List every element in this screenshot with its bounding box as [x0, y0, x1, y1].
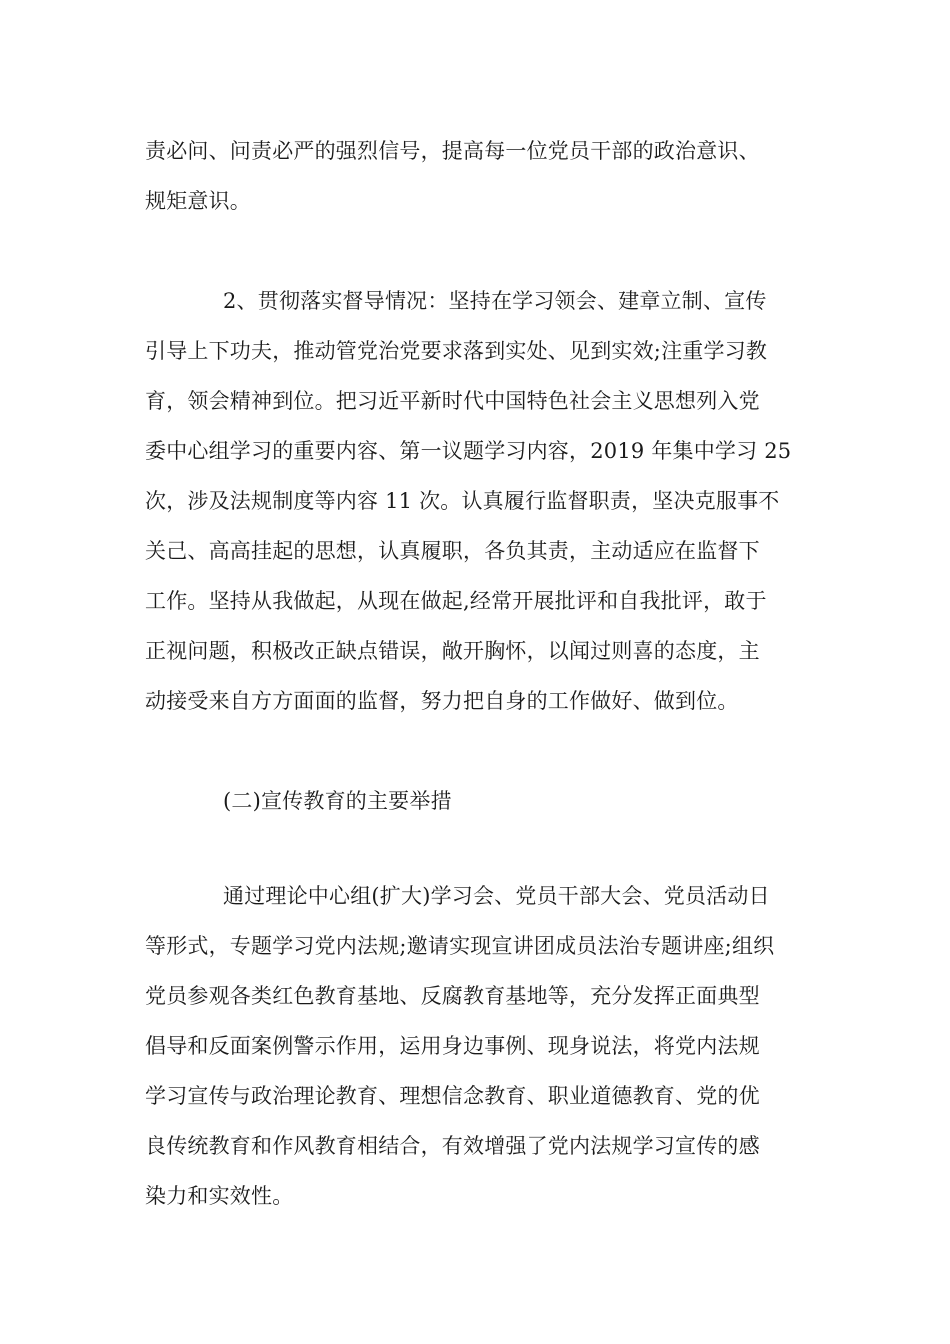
paragraph-supervision-implementation: [145, 276, 809, 726]
paragraph-line: 工作。坚持从我做起，从现在做起,经常开展批评和自我批评，敢于: [145, 589, 767, 613]
paragraph-line: 动接受来自方方面面的监督，努力把自身的工作做好、做到位。: [145, 689, 739, 713]
paragraph-line: 次，涉及法规制度等内容 11 次。认真履行监督职责，坚决克服事不: [145, 489, 780, 513]
paragraph-line: 2、贯彻落实督导情况：坚持在学习领会、建章立制、宣传: [223, 289, 767, 313]
paragraph-publicity-measures: [145, 871, 809, 1221]
paragraph-line: 关己、高高挂起的思想，认真履职，各负其责，主动适应在监督下: [145, 539, 760, 563]
paragraph-line: 委中心组学习的重要内容、第一议题学习内容，2019 年集中学习 25: [145, 439, 792, 463]
paragraph-line: 育，领会精神到位。把习近平新时代中国特色社会主义思想列入党: [145, 389, 760, 413]
section-heading-publicity-education: [145, 776, 809, 826]
paragraph-line: 正视问题，积极改正缺点错误，敞开胸怀，以闻过则喜的态度，主: [145, 639, 760, 663]
paragraph-line: 通过理论中心组(扩大)学习会、党员干部大会、党员活动日: [223, 884, 770, 908]
paragraph-line: 良传统教育和作风教育相结合，有效增强了党内法规学习宣传的感: [145, 1134, 760, 1158]
paragraph-line: 规矩意识。: [145, 189, 251, 213]
paragraph-line: 学习宣传与政治理论教育、理想信念教育、职业道德教育、党的优: [145, 1084, 760, 1108]
paragraph-line: 染力和实效性。: [145, 1184, 294, 1208]
paragraph-accountability-continuation: [145, 126, 809, 226]
section-heading: (二)宣传教育的主要举措: [223, 789, 452, 813]
paragraph-line: 等形式，专题学习党内法规;邀请实现宣讲团成员法治专题讲座;组织: [145, 934, 775, 958]
paragraph-line: 党员参观各类红色教育基地、反腐教育基地等，充分发挥正面典型: [145, 984, 760, 1008]
paragraph-line: 责必问、问责必严的强烈信号，提高每一位党员干部的政治意识、: [145, 139, 760, 163]
paragraph-line: 引导上下功夫，推动管党治党要求落到实处、见到实效;注重学习教: [145, 339, 768, 363]
paragraph-line: 倡导和反面案例警示作用，运用身边事例、现身说法，将党内法规: [145, 1034, 760, 1058]
